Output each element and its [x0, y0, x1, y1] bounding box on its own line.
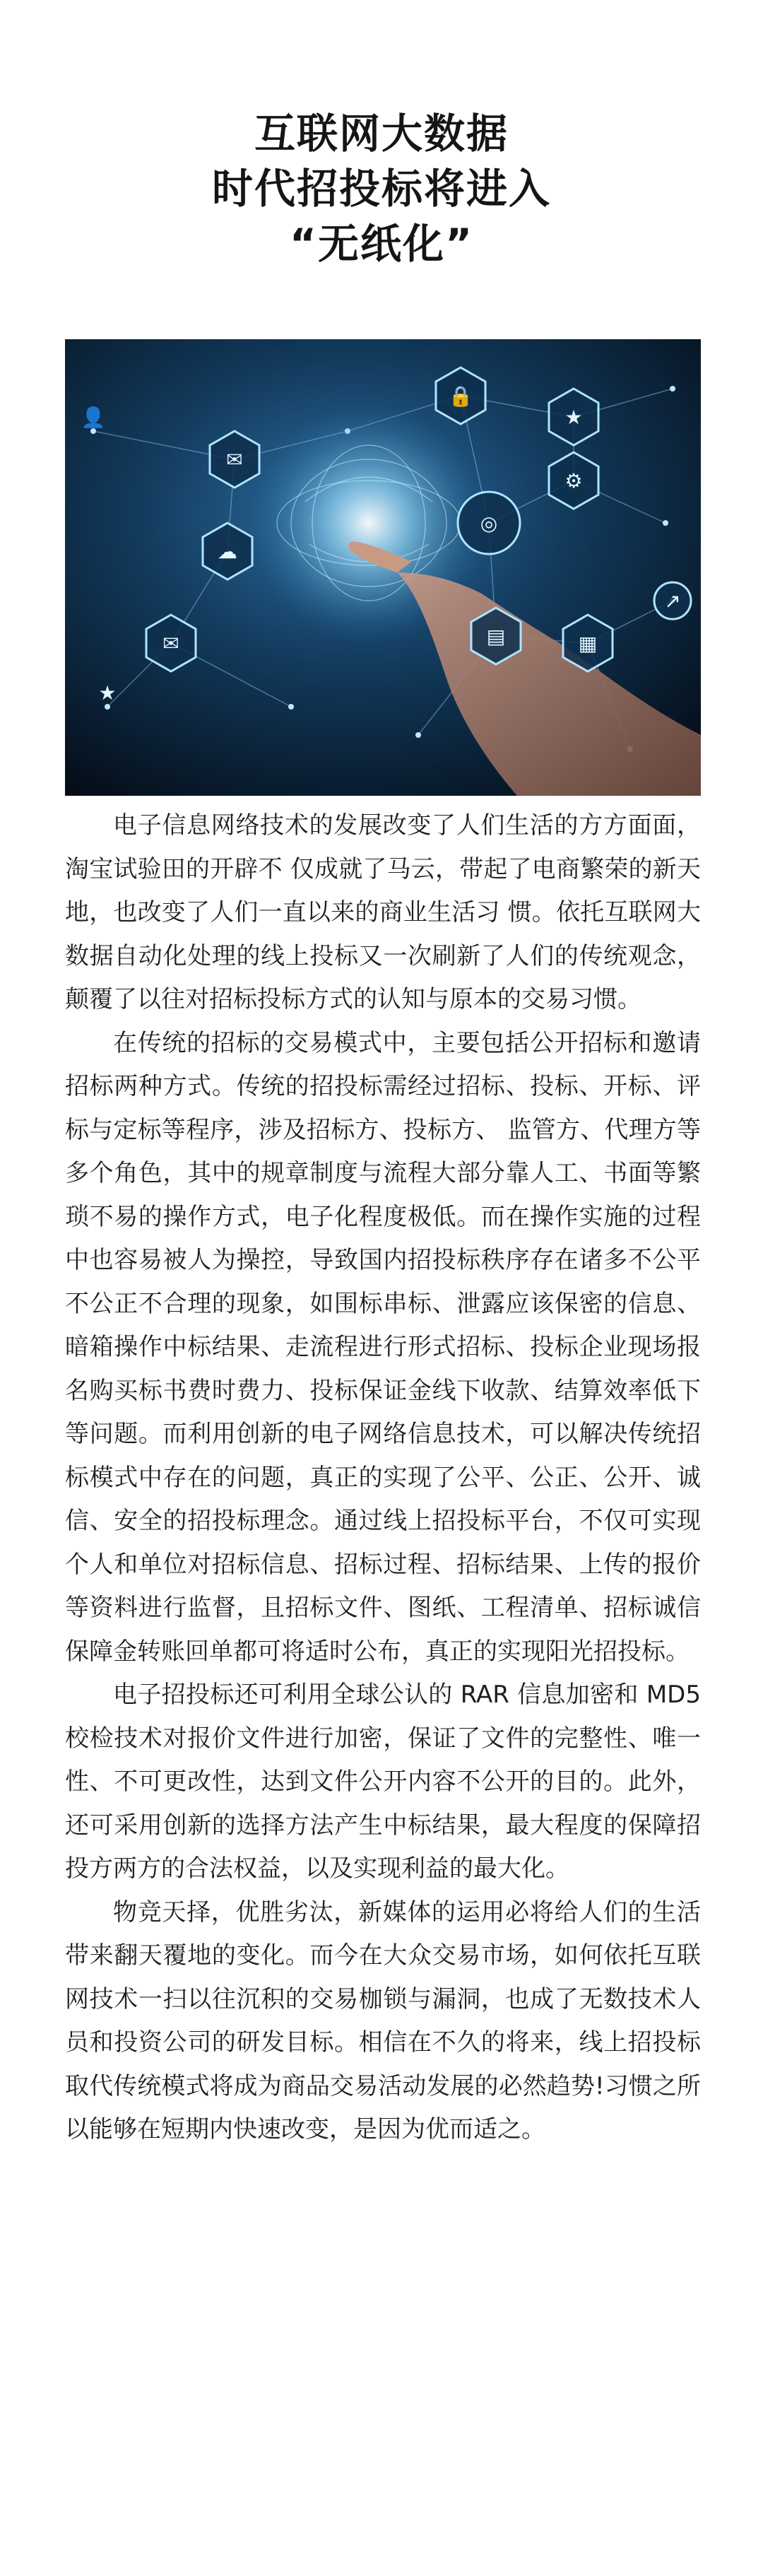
svg-text:⚙: ⚙	[564, 469, 583, 493]
svg-text:✉: ✉	[226, 448, 243, 471]
svg-text:☁: ☁	[218, 540, 237, 563]
svg-text:▤: ▤	[486, 625, 506, 648]
paragraph-4: 物竞天择，优胜劣汰，新媒体的运用必将给人们的生活带来翻天覆地的变化。而今在大众交易市场，如何依托互联网技术一扫以往沉积的交易枷锁与漏洞，也成了无数技术人员和投资公司的研发目标。相信在不久的将来，线上招投标取代传统模式将成为商品交易活动发展的必然趋势!习惯之所以能够在短期内快速改变，是因为优而适之。	[65, 1898, 701, 2143]
paragraph-3: 电子招投标还可利用全球公认的 RAR 信息加密和 MD5 校检技术对报价文件进行加密，保证了文件的完整性、唯一性、不可更改性，达到文件公开内容不公开的目的。此外，还可采用创新的选择方法产生中标结果，最大程度的保障招投方两方的合法权益，以及实现利益的最大化。	[65, 1681, 701, 1883]
svg-text:✉: ✉	[162, 632, 179, 655]
paragraph-1: 电子信息网络技术的发展改变了人们生活的方方面面，淘宝试验田的开辟不 仅成就了马云，带起了电商繁荣的新天地，也改变了人们一直以来的商业生活习 惯。依托互联网大数据自动化处理的线上投标又一次刷新了人们的传统观念， 颠覆了以往对招标投标方式的认知与原本的交易习惯。	[65, 811, 701, 1013]
svg-text:▦: ▦	[578, 632, 598, 655]
svg-text:◎: ◎	[480, 512, 498, 535]
title-line-2: 时代招投标将进入	[211, 165, 551, 213]
digital-network-illustration	[65, 339, 701, 796]
svg-text:↗: ↗	[664, 589, 681, 613]
title-line-3: “无纸化”	[289, 220, 474, 268]
svg-text:🔒: 🔒	[448, 384, 473, 408]
article-title	[0, 106, 763, 271]
title-line-1: 互联网大数据	[254, 110, 509, 158]
hero-image	[65, 339, 701, 796]
svg-text:★: ★	[98, 681, 117, 705]
svg-text:👤: 👤	[81, 406, 106, 429]
article-body	[65, 804, 701, 2152]
paragraph-2: 在传统的招标的交易模式中，主要包括公开招标和邀请招标两种方式。传统的招投标需经过招标、投标、开标、评标与定标等程序，涉及招标方、投标方、 监管方、代理方等多个角色，其中的规章制度与流程大部分靠人工、书面等繁琐不易的操作方式，电子化程度极低。而在操作实施的过程中也容易被人为操控，导致国内招投标秩序存在诸多不公平不公正不合理的现象，如围标串标、泄露应该保密的信息、暗箱操作中标结果、走流程进行形式招标、投标企业现场报名购买标书费时费力、投标保证金线下收款、结算效率低下等问题。而利用创新的电子网络信息技术，可以解决传统招标模式中存在的问题，真正的实现了公平、公正、公开、诚信、安全的招投标理念。通过线上招投标平台，不仅可实现个人和单位对招标信息、招标过程、招标结果、上传的报价等资料进行监督，且招标文件、图纸、工程清单、招标诚信保障金转账回单都可将适时公布，真正的实现阳光招投标。	[65, 1028, 701, 1666]
svg-text:★: ★	[564, 406, 583, 429]
